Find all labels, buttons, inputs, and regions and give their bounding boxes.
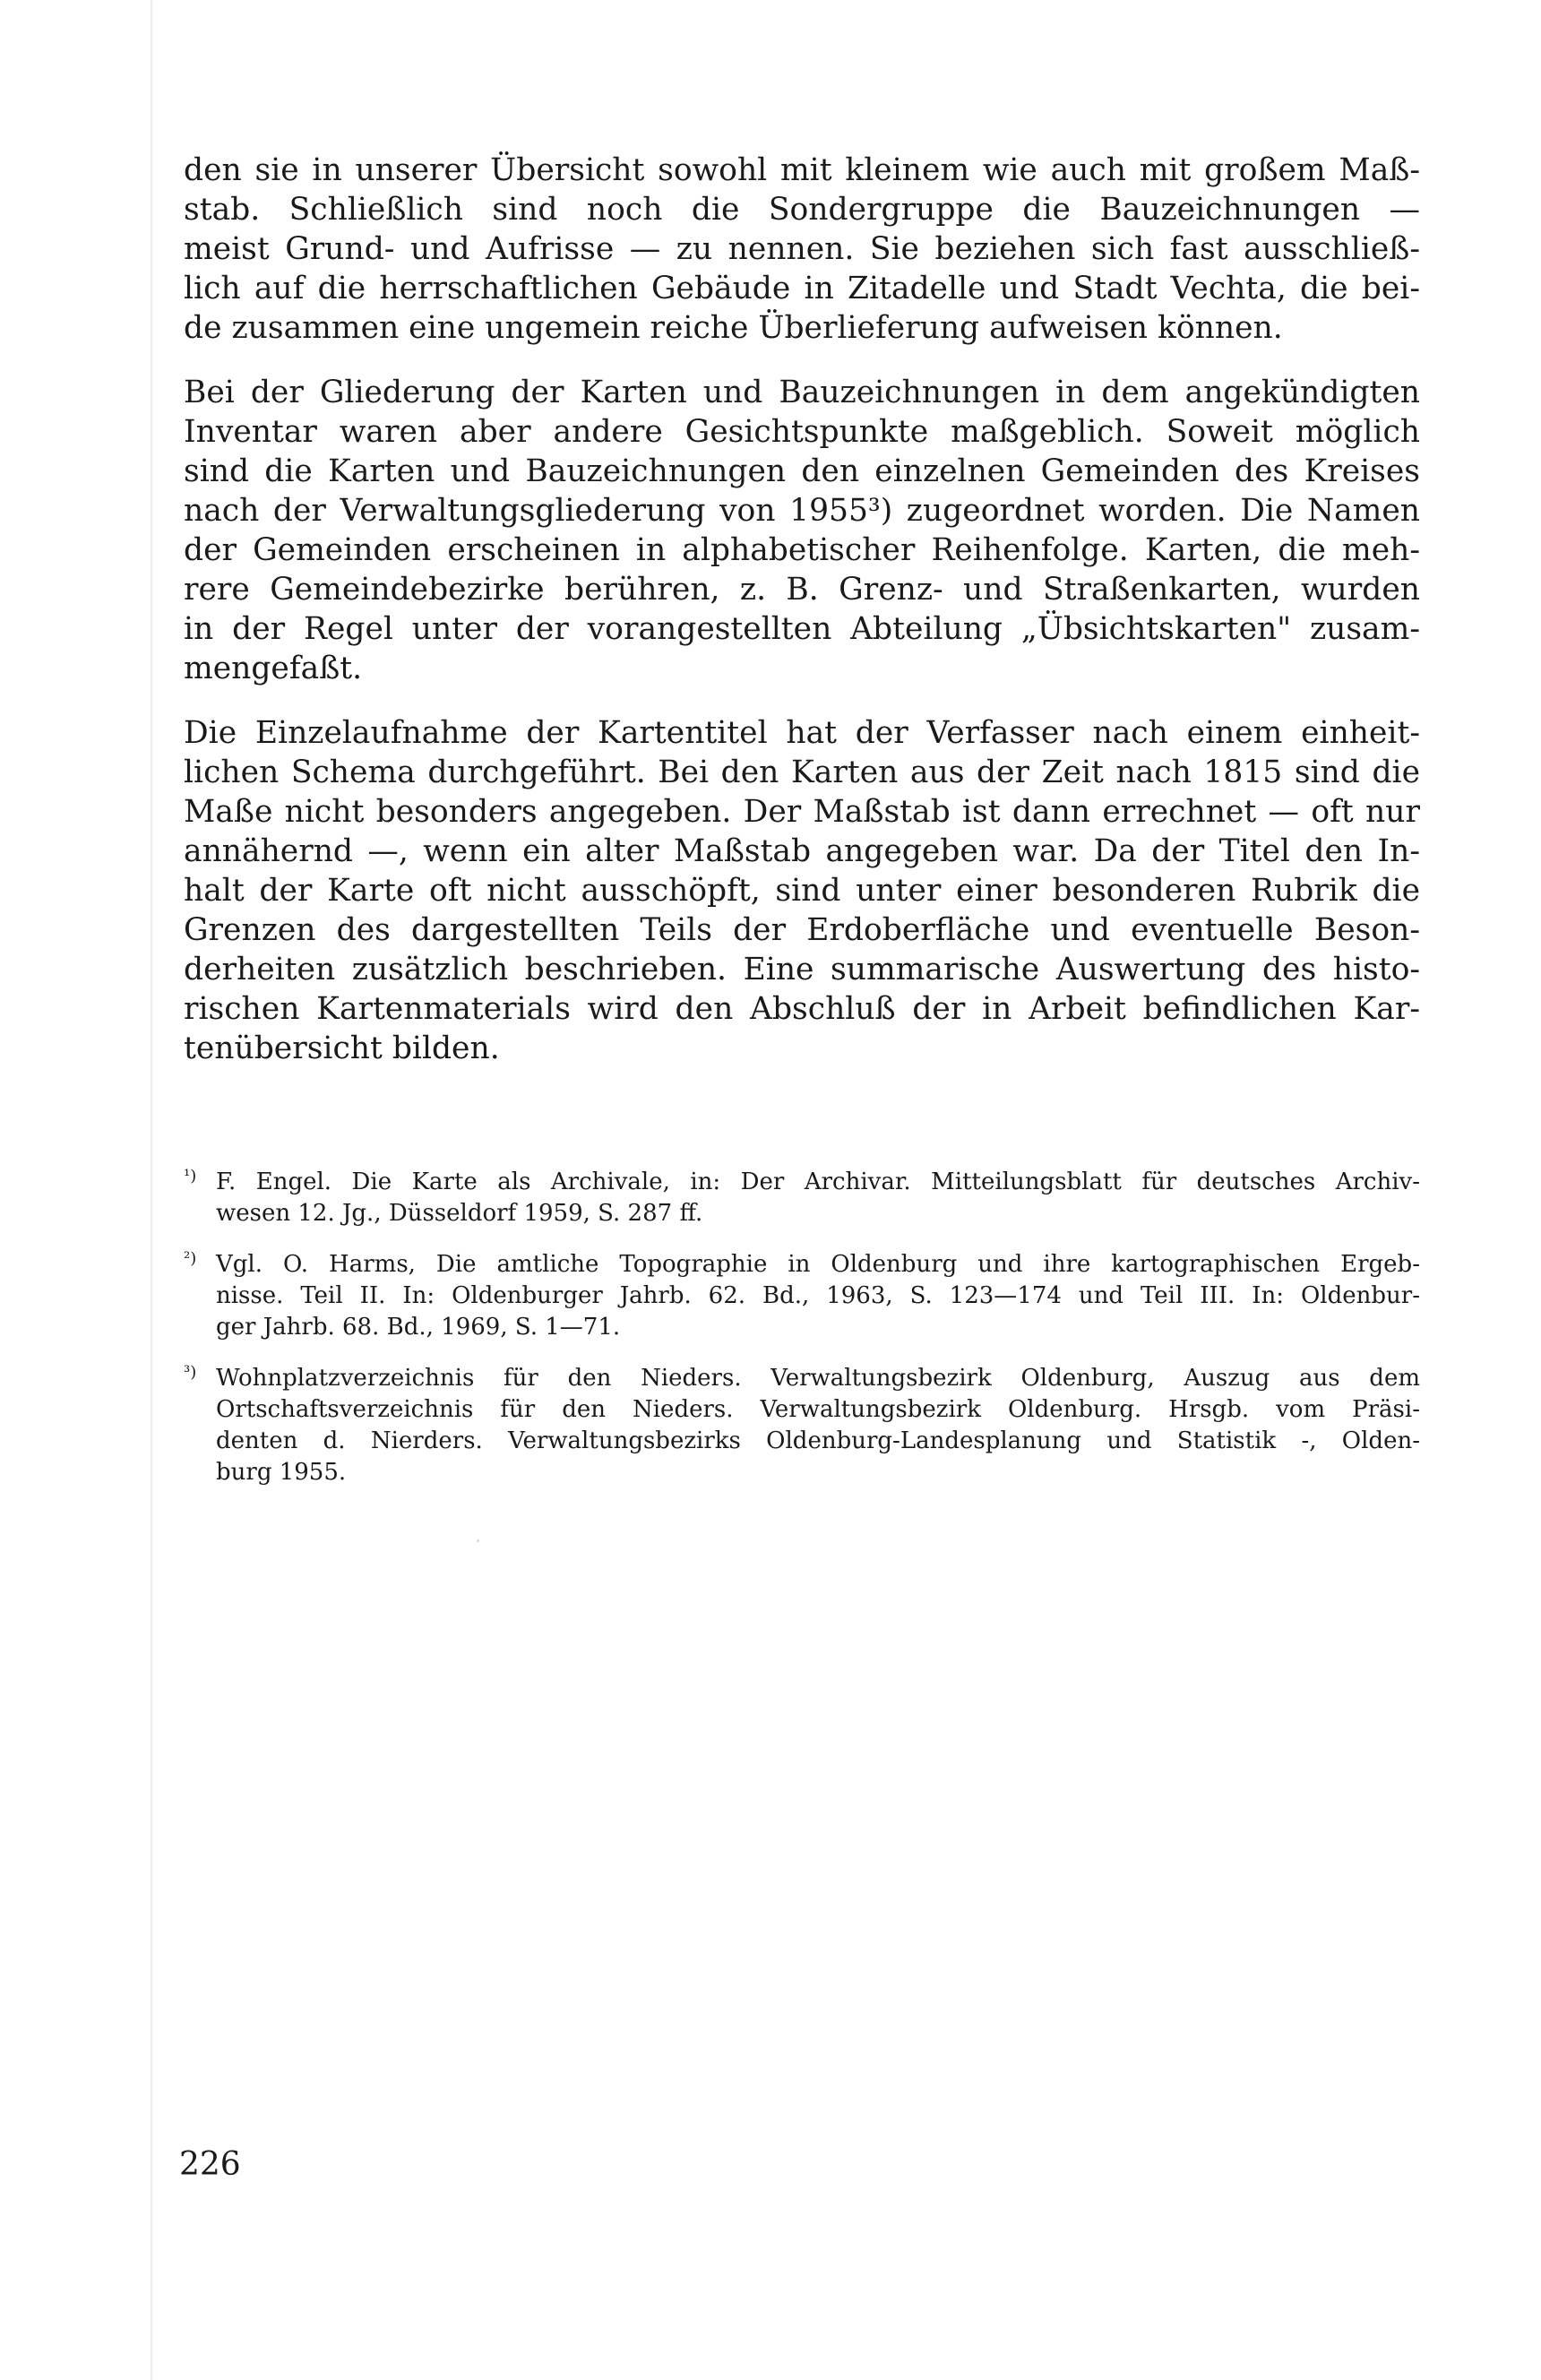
text-line: stab. Schließlich sind noch die Sondergruppe die Bauzeichnungen — [184, 192, 1420, 228]
text-line: Inventar waren aber andere Gesichtspunkte maßgeblich. Soweit möglich [184, 414, 1420, 450]
text-line: de zusammen eine ungemein reiche Überlieferung aufweisen können. [184, 310, 1283, 346]
footnote-line: nisse. Teil II. In: Oldenburger Jahrb. 62. Bd., 1963, S. 123—174 und Teil III. In: Oldenbur- [216, 1282, 1420, 1309]
footnote-line: Wohnplatzverzeichnis für den Nieders. Verwaltungsbezirk Oldenburg, Auszug aus dem [216, 1365, 1420, 1392]
footnotes [184, 1167, 1420, 1508]
scan-edge-line [151, 0, 152, 2380]
text-line: Die Einzelaufnahme der Kartentitel hat der Verfasser nach einem einheit- [184, 715, 1420, 751]
footnote-line: wesen 12. Jg., Düsseldorf 1959, S. 287 ff. [216, 1200, 703, 1227]
text-line: Bei der Gliederung der Karten und Bauzeichnungen in dem angekündigten [184, 375, 1420, 410]
footnote-1 [184, 1167, 1420, 1229]
footnote-mark: ²) [184, 1249, 197, 1268]
text-line: mengefaßt. [184, 651, 363, 686]
footnote-text [216, 1363, 1420, 1488]
text-line: tenübersicht bilden. [184, 1030, 500, 1066]
footnote-line: Vgl. O. Harms, Die amtliche Topographie in Oldenburg und ihre kartographischen Ergeb- [216, 1251, 1420, 1278]
text-line: lichen Schema durchgeführt. Bei den Karten aus der Zeit nach 1815 sind die [184, 755, 1420, 790]
footnote-line: F. Engel. Die Karte als Archivale, in: Der Archivar. Mitteilungsblatt für deutsches Archiv- [216, 1168, 1420, 1195]
paragraph-2 [184, 373, 1420, 688]
footnote-2 [184, 1249, 1420, 1343]
page-number: 226 [179, 2146, 241, 2183]
text-line: in der Regel unter der vorangestellten Abteilung „Übsichtskarten" zusam- [184, 611, 1420, 647]
footnote-3 [184, 1363, 1420, 1488]
text-line: rere Gemeindebezirke berühren, z. B. Grenz- und Straßenkarten, wurden [184, 572, 1420, 608]
footnote-line: Ortschaftsverzeichnis für den Nieders. Verwaltungsbezirk Oldenburg. Hrsgb. vom Präsi- [216, 1396, 1420, 1423]
footnote-text [216, 1249, 1420, 1343]
paragraph-3 [184, 713, 1420, 1068]
footnote-line: burg 1955. [216, 1459, 347, 1486]
text-line: lich auf die herrschaftlichen Gebäude in Zitadelle und Stadt Vechta, die bei- [184, 271, 1420, 306]
scan-speck [477, 1539, 479, 1542]
text-line: annähernd —, wenn ein alter Maßstab angegeben war. Da der Titel den In- [184, 833, 1420, 869]
body-text [184, 151, 1420, 1093]
text-line: der Gemeinden erscheinen in alphabetischer Reihenfolge. Karten, die meh- [184, 532, 1420, 568]
text-line: Maße nicht besonders angegeben. Der Maßstab ist dann errechnet — oft nur [184, 794, 1420, 830]
text-line: den sie in unserer Übersicht sowohl mit kleinem wie auch mit großem Maß- [184, 152, 1420, 188]
text-line: Grenzen des dargestellten Teils der Erdoberfläche und eventuelle Beson- [184, 912, 1420, 948]
footnote-mark: ¹) [184, 1167, 197, 1186]
footnote-text [216, 1167, 1420, 1229]
text-line: sind die Karten und Bauzeichnungen den einzelnen Gemeinden des Kreises [184, 453, 1420, 489]
footnote-line: ger Jahrb. 68. Bd., 1969, S. 1—71. [216, 1314, 621, 1341]
footnote-line: denten d. Nierders. Verwaltungsbezirks Oldenburg-Landesplanung und Statistik -, Olden- [216, 1427, 1420, 1454]
text-line: meist Grund- und Aufrisse — zu nennen. Sie beziehen sich fast ausschließ- [184, 231, 1420, 267]
text-line: nach der Verwaltungsgliederung von 1955³) zugeordnet worden. Die Namen [184, 493, 1420, 529]
text-line: halt der Karte oft nicht ausschöpft, sind unter einer besonderen Rubrik die [184, 873, 1420, 909]
text-line: derheiten zusätzlich beschrieben. Eine summarische Auswertung des histo- [184, 952, 1420, 987]
text-line: rischen Kartenmaterials wird den Abschluß der in Arbeit befindlichen Kar- [184, 991, 1420, 1027]
paragraph-1 [184, 151, 1420, 348]
footnote-mark: ³) [184, 1363, 197, 1382]
